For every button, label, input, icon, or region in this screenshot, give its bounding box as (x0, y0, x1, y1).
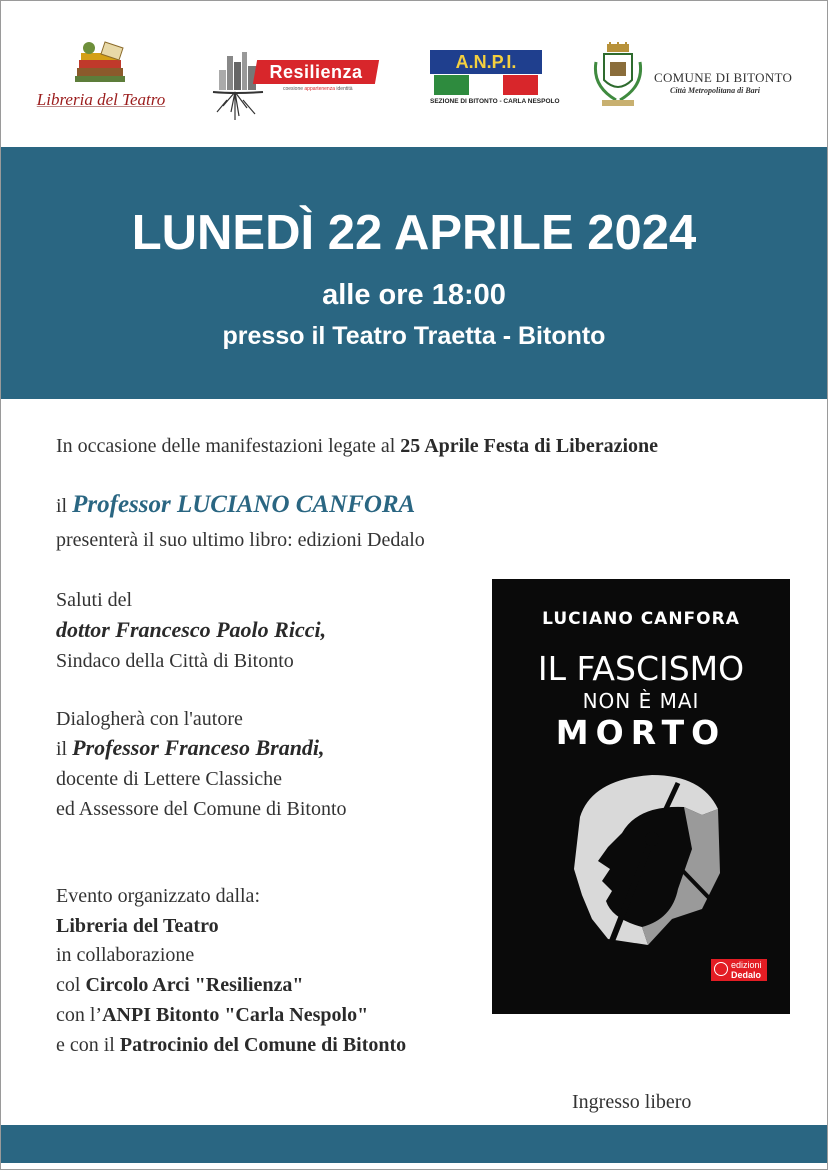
intro-line: In occasione delle manifestazioni legate al 25 Aprile Festa di Liberazione (56, 435, 659, 457)
organizer-libreria: Libreria del Teatro (56, 915, 219, 937)
coat-of-arms-icon (590, 42, 646, 118)
anpi-section: SEZIONE DI BITONTO - CARLA NESPOLO (430, 98, 560, 105)
event-time: alle ore 18:00 (322, 279, 506, 311)
resilienza-tagline: coesione appartenenza identità (283, 86, 353, 92)
helmet-head-clock-icon (552, 769, 752, 949)
book-cover (492, 579, 790, 1014)
italian-flag-icon (434, 75, 538, 95)
anpi-logo (430, 50, 560, 112)
organizers-intro: Evento organizzato dalla: (56, 885, 260, 907)
moderator-line: il Professor Franceso Brandi, (56, 735, 325, 760)
comune-logo (590, 42, 810, 120)
event-place: presso il Teatro Traetta - Bitonto (222, 322, 606, 350)
moderator-name: Professor Franceso Brandi, (72, 735, 325, 760)
libreria-name: Libreria del Teatro (36, 90, 166, 109)
book-title-line-1: IL FASCISMO (537, 649, 745, 688)
speaker-line: il Professor LUCIANO CANFORA (56, 491, 416, 518)
dedalo-logo-icon (714, 962, 728, 976)
collaboration-line: in collaborazione (56, 944, 195, 966)
book-author: LUCIANO CANFORA (542, 609, 740, 629)
organizer-arci: col Circolo Arci "Resilienza" (56, 974, 304, 996)
mayor-role: Sindaco della Città di Bitonto (56, 650, 294, 672)
footer-bar (1, 1125, 827, 1163)
organizer-comune: e con il Patrocinio del Comune di Bitonto (56, 1034, 407, 1056)
free-entry-label: Ingresso libero (572, 1091, 692, 1113)
comune-name: COMUNE DI BITONTO (654, 70, 793, 85)
event-date: LUNEDÌ 22 APRILE 2024 (131, 206, 697, 260)
mayor-name: dottor Francesco Paolo Ricci, (56, 617, 327, 642)
publisher-badge: edizioni Dedalo (711, 959, 767, 981)
moderator-role-1: docente di Lettere Classiche (56, 768, 283, 790)
greetings-intro: Saluti del (56, 589, 133, 611)
speaker-name: Professor LUCIANO CANFORA (72, 491, 416, 518)
dialogue-intro: Dialogherà con l'autore (56, 708, 243, 730)
resilienza-logo (205, 50, 385, 125)
anpi-wordmark: A.N.P.I. (430, 50, 542, 74)
event-banner (1, 147, 827, 399)
libreria-logo (36, 38, 166, 118)
resilienza-wordmark: Resilienza (253, 60, 379, 84)
book-title-line-3: MORTO (555, 713, 727, 752)
speaker-book-line: presenterà il suo ultimo libro: edizioni Dedalo (56, 529, 425, 551)
book-title-line-2: NON È MAI (582, 689, 700, 713)
books-icon (71, 38, 131, 86)
organizer-anpi: con l’ANPI Bitonto "Carla Nespolo" (56, 1004, 369, 1026)
moderator-role-2: ed Assessore del Comune di Bitonto (56, 798, 347, 820)
comune-subtitle: Città Metropolitana di Bari (670, 86, 761, 95)
